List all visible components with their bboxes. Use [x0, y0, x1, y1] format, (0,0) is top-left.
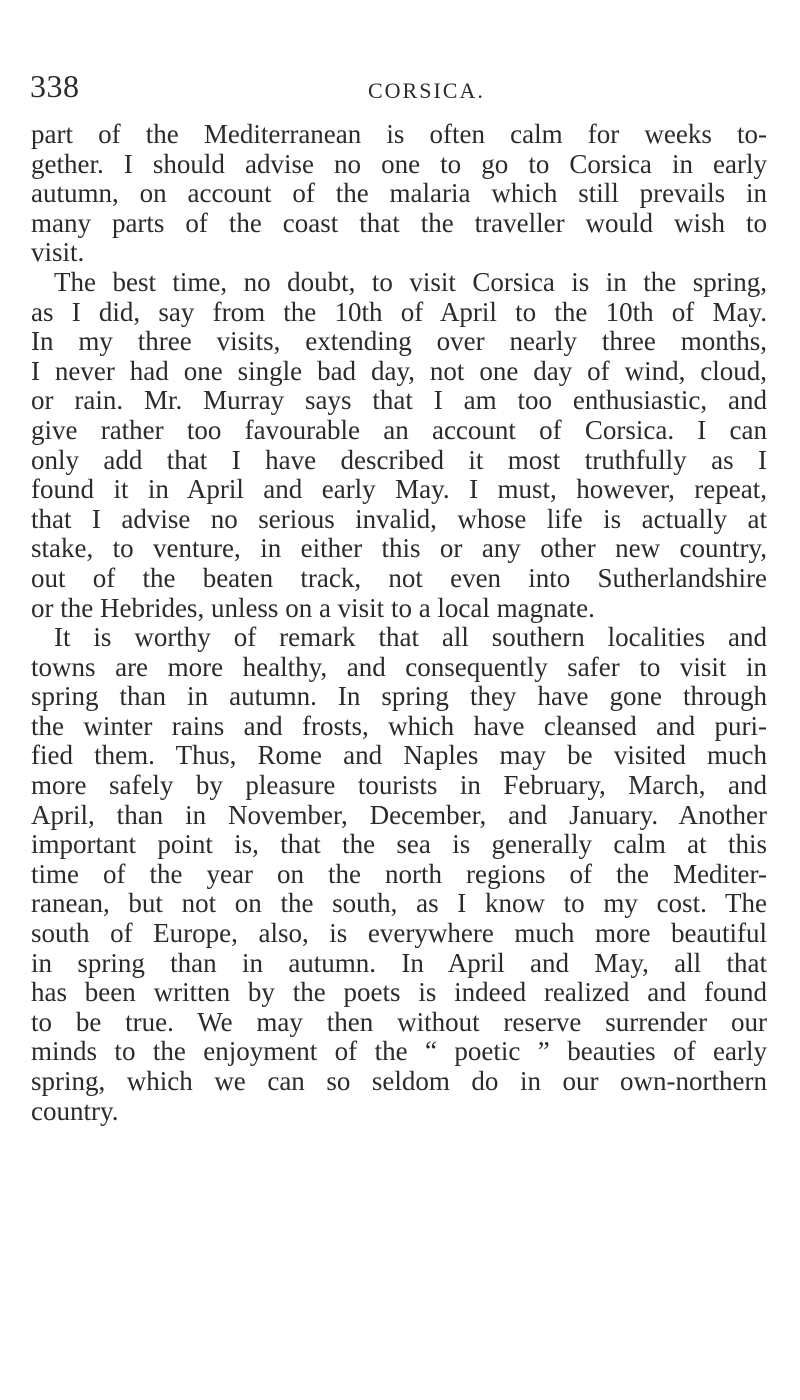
- text-line: fied them. Thus, Rome and Naples may be visited much: [31, 740, 767, 771]
- page-number: 338: [30, 68, 80, 104]
- text-line: I never had one single bad day, not one day of wind, cloud,: [31, 355, 767, 386]
- text-line: In my three visits, extending over nearly three months,: [31, 326, 767, 357]
- text-line: more safely by pleasure tourists in February, March, and: [31, 770, 767, 801]
- text-line: important point is, that the sea is generally calm at this: [31, 829, 767, 860]
- text-line: spring than in autumn. In spring they have gone through: [31, 681, 767, 712]
- body-text: [31, 120, 767, 1126]
- running-title: CORSICA.: [368, 78, 485, 103]
- text-line: time of the year on the north regions of the Mediter-: [31, 858, 767, 889]
- text-line: in spring than in autumn. In April and May, all that: [31, 947, 767, 978]
- text-line: as I did, say from the 10th of April to the 10th of May.: [31, 296, 767, 327]
- text-line: visit.: [31, 237, 85, 268]
- text-line: south of Europe, also, is everywhere much more beautiful: [31, 918, 767, 949]
- text-line: part of the Mediterranean is often calm for weeks to-: [31, 119, 767, 149]
- text-line: gether. I should advise no one to go to Corsica in early: [31, 148, 767, 179]
- text-line: ranean, but not on the south, as I know to my cost. The: [31, 888, 767, 919]
- text-line: stake, to venture, in either this or any other new country,: [31, 533, 767, 564]
- text-line: has been written by the poets is indeed realized and found: [31, 977, 767, 1008]
- text-line: or rain. Mr. Murray says that I am too enthusiastic, and: [31, 385, 767, 416]
- text-line: minds to the enjoyment of the “ poetic ” beauties of early: [31, 1036, 767, 1067]
- text-line: only add that I have described it most truthfully as I: [31, 444, 767, 475]
- text-line: give rather too favourable an account of Corsica. I can: [31, 414, 767, 445]
- text-line: found it in April and early May. I must, however, repeat,: [31, 474, 767, 505]
- text-line: towns are more healthy, and consequently safer to visit in: [31, 651, 767, 682]
- text-line: out of the beaten track, not even into Sutherlandshire: [31, 562, 767, 593]
- text-line: spring, which we can so seldom do in our own-northern: [31, 1066, 767, 1096]
- text-line: that I advise no serious invalid, whose life is actually at: [31, 503, 767, 534]
- text-line: April, than in November, December, and January. Another: [31, 799, 767, 830]
- text-line: The best time, no doubt, to visit Corsica is in the spring,: [54, 266, 767, 297]
- text-line: country.: [31, 1095, 119, 1126]
- text-line: many parts of the coast that the traveller would wish to: [31, 207, 767, 238]
- text-line: It is worthy of remark that all southern localities and: [54, 622, 767, 653]
- text-line: to be true. We may then without reserve surrender our: [31, 1006, 767, 1037]
- text-line: autumn, on account of the malaria which still prevails in: [31, 178, 767, 209]
- text-line: or the Hebrides, unless on a visit to a local magnate.: [31, 592, 595, 623]
- text-line: the winter rains and frosts, which have cleansed and puri-: [31, 710, 767, 741]
